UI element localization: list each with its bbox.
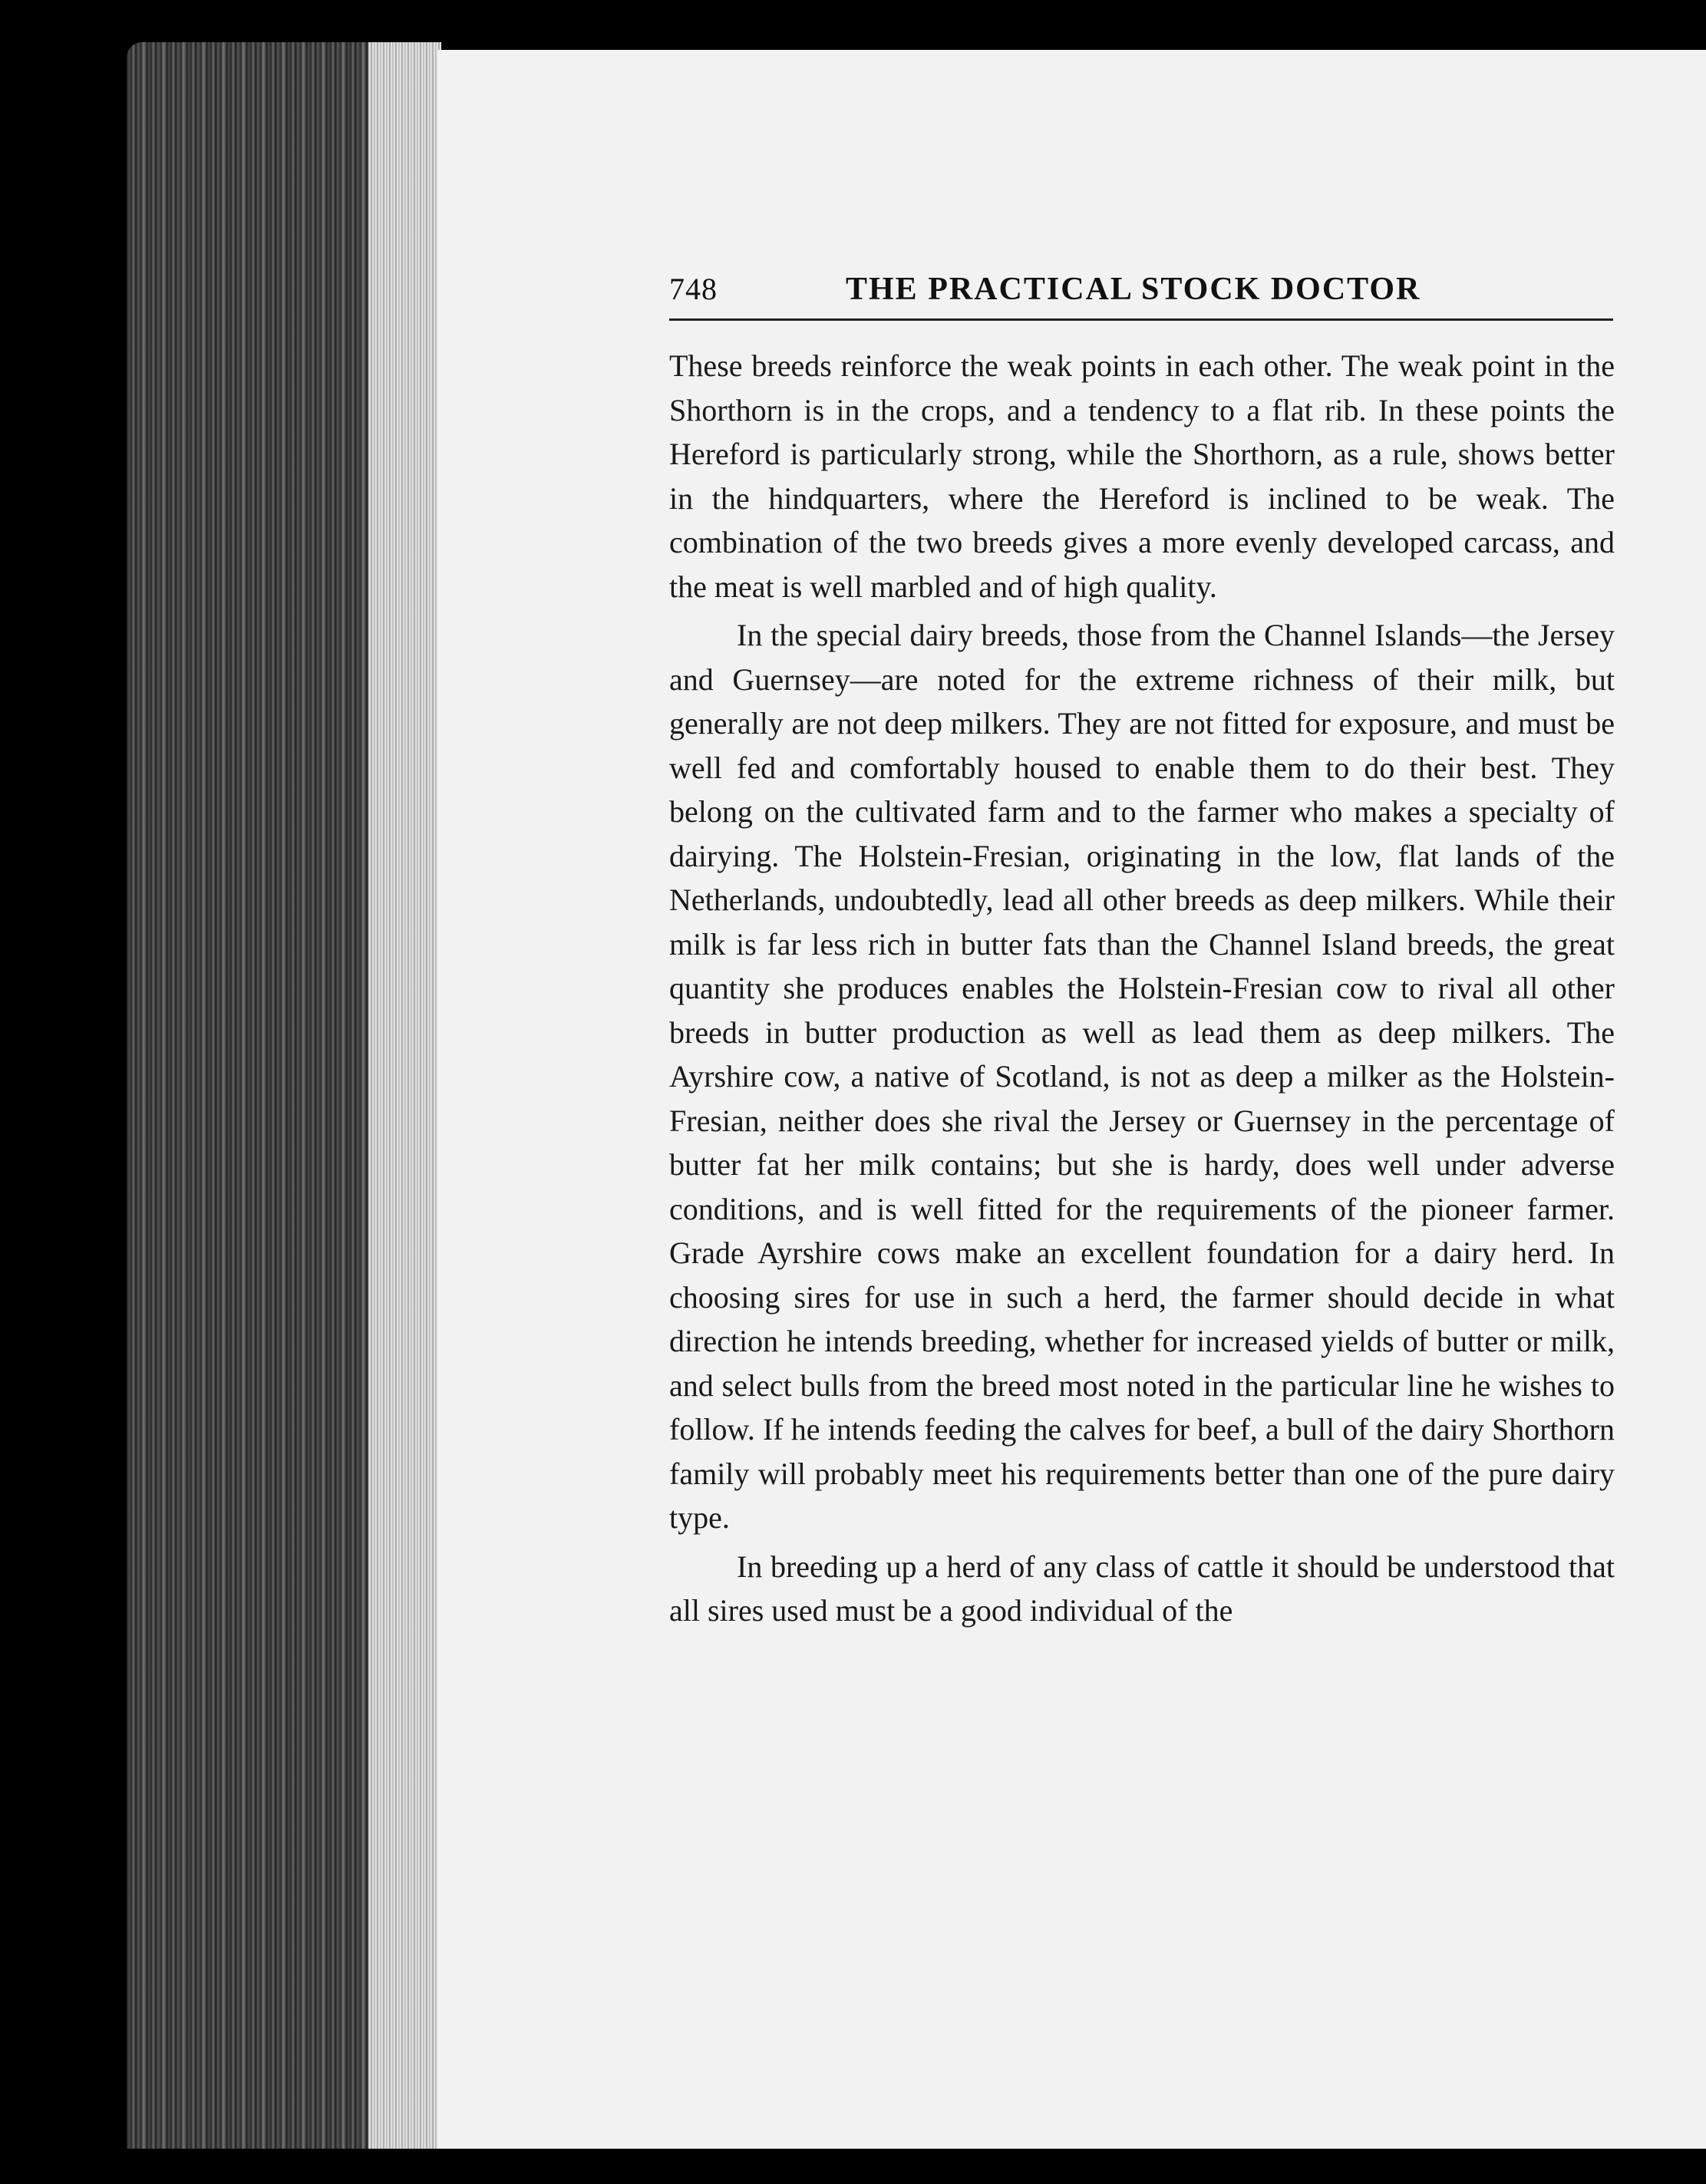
running-title: THE PRACTICAL STOCK DOCTOR [846, 272, 1421, 307]
paragraph-breeding-up: In breeding up a herd of any class of cattle it should be understood that all sires used must be a good individual of the [669, 1549, 1615, 1628]
paragraph-continuation: These breeds reinforce the weak points in each other. The weak point in the Shorthorn is in the crops, and a tendency to a flat rib. In these points the Hereford is particularly strong, while the Shorthorn, as a rule, shows better in the hindquarters, where the Hereford is inclined to be weak. The combination of the two breeds gives a more evenly developed carcass, and the meat is well marbled and of high quality. [669, 348, 1615, 604]
paragraph-dairy-breeds: In the special dairy breeds, those from the Channel Islands—the Jersey and Guernsey—are noted for the extreme richness of their milk, but generally are not deep milkers. They are not fitted for exposure, and must be well fed and comfortably housed to enable them to do their best. They belong on the cultivated farm and to the farmer who makes a specialty of dairying. The Holstein-Fresian, originating in the low, flat lands of the Netherlands, undoubtedly, lead all other breeds as deep milkers. While their milk is far less rich in butter fats than the Channel Island breeds, the great quantity she produces enables the Holstein-Fresian cow to rival all other breeds in butter production as well as lead them as deep milkers. The Ayrshire cow, a native of Scotland, is not as deep a milker as the Holstein-Fresian, neither does she rival the Jersey or Guernsey in the percentage of butter fat her milk contains; but she is hardy, does well under adverse conditions, and is well fitted for the requirements of the pioneer farmer. Grade Ayrshire cows make an excellent foundation for a dairy herd. In choosing sires for use in such a herd, the farmer should decide in what direction he intends breeding, whether for increased yields of butter or milk, and select bulls from the breed most noted in the particular line he wishes to follow. If he intends feeding the calves for beef, a bull of the dairy Shorthorn family will probably meet his requirements better than one of the pure dairy type. [669, 618, 1615, 1535]
page-stack-edge [368, 42, 441, 2149]
body-text [669, 344, 1615, 1633]
page-header [669, 271, 1613, 321]
page-number: 748 [669, 272, 718, 306]
